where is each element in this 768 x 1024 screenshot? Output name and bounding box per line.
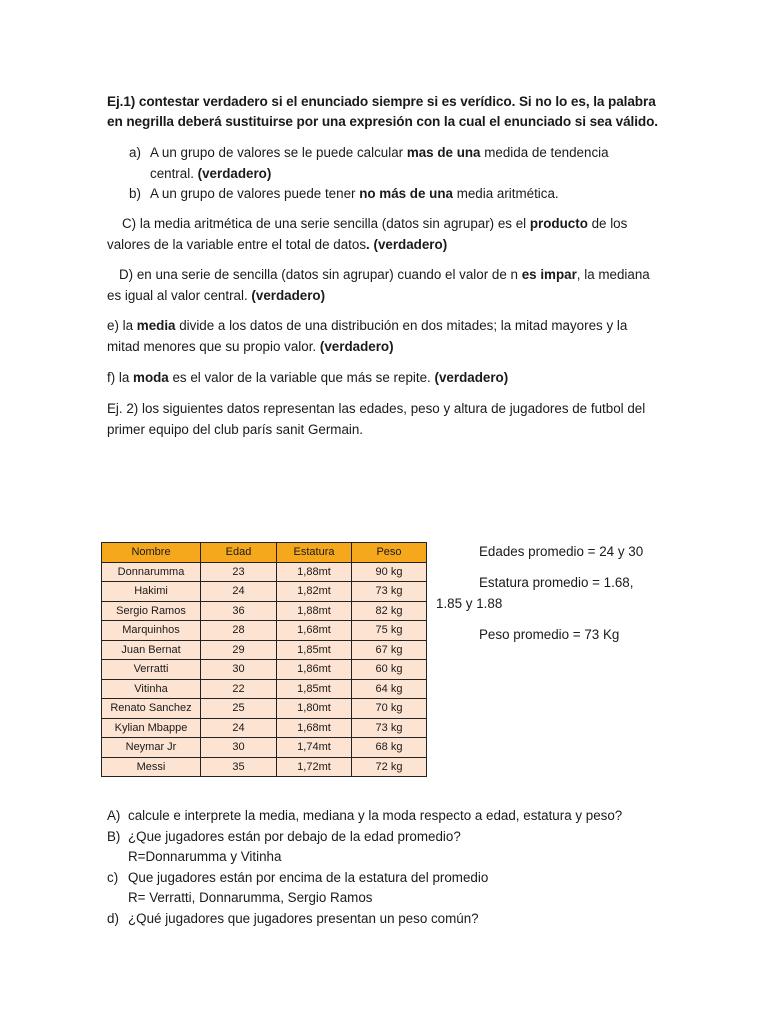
statement-f-text-end: es el valor de la variable que más se repite. [168,370,435,385]
table-cell-peso: 60 kg [352,660,427,680]
table-cell-nombre: Messi [102,757,201,777]
statement-c-text-end: de los valores de la variable entre el total de datos [107,216,628,252]
question-b-label: B) [107,828,121,844]
estatura-promedio-line1: Estatura promedio = 1.68, [479,575,634,590]
statement-b-label: b) [129,186,141,201]
table-row [102,562,427,582]
table-cell-nombre: Kylian Mbappe [102,718,201,738]
statement-f-text: f) la [107,370,134,385]
table-cell-peso: 68 kg [352,738,427,758]
statement-f [107,368,663,389]
column-header-edad: Edad [201,543,277,563]
table-cell-nombre: Hakimi [102,582,201,602]
table-cell-nombre: Sergio Ramos [102,601,201,621]
table-cell-peso: 90 kg [352,562,427,582]
statement-d-text-end: , la mediana es igual al valor central. [107,267,650,303]
statement-f-bold: moda [133,370,169,385]
statement-e-text: e) la [107,318,137,333]
table-cell-edad: 25 [201,699,277,719]
table-row [102,738,427,758]
statement-a-label: a) [129,145,141,160]
column-header-nombre: Nombre [102,543,201,563]
table-cell-edad: 35 [201,757,277,777]
exercise-2-intro: Ej. 2) los siguientes datos representan las edades, peso y altura de jugadores de futbol del primer equipo del club parís sanit Germain. [107,401,646,437]
table-cell-estatura: 1,68mt [277,718,352,738]
table-cell-nombre: Marquinhos [102,621,201,641]
statement-b-bold: no más de una [359,186,453,201]
table-row [102,582,427,602]
table-cell-edad: 30 [201,738,277,758]
table-cell-nombre: Donnarumma [102,562,201,582]
table-cell-peso: 64 kg [352,679,427,699]
statement-d-bold: es impar [521,267,577,282]
table-row [102,660,427,680]
table-cell-edad: 24 [201,582,277,602]
question-c-text: Que jugadores están por encima de la estatura del promedio [128,869,489,885]
table-cell-edad: 29 [201,640,277,660]
question-b-answer: R=Donnarumma y Vitinha [128,849,282,865]
statement-b-text: A un grupo de valores puede tener [150,186,360,201]
table-cell-estatura: 1,85mt [277,679,352,699]
question-c [107,868,687,909]
statement-a-text-end: medida de tendencia central. [150,145,609,181]
table-cell-peso: 72 kg [352,757,427,777]
statement-d-text: D) en una serie de sencilla (datos sin agrupar) cuando el valor de n [119,267,522,282]
column-header-peso: Peso [352,543,427,563]
table-row [102,640,427,660]
peso-promedio: Peso promedio = 73 Kg [479,627,620,642]
table-header-row [102,543,427,563]
question-d-text: ¿Qué jugadores que jugadores presentan un peso común? [128,910,479,926]
table-cell-estatura: 1,80mt [277,699,352,719]
table-cell-edad: 24 [201,718,277,738]
table-cell-peso: 70 kg [352,699,427,719]
table-cell-nombre: Vitinha [102,679,201,699]
statement-a-text: A un grupo de valores se le puede calcular [150,145,407,160]
table-cell-nombre: Juan Bernat [102,640,201,660]
statement-c-text: C) la media aritmética de una serie sencilla (datos sin agrupar) es el [122,216,530,231]
table-row [102,718,427,738]
table-cell-estatura: 1,86mt [277,660,352,680]
question-c-answer: R= Verratti, Donnarumma, Sergio Ramos [128,890,373,906]
players-table [101,542,427,777]
table-cell-estatura: 1,72mt [277,757,352,777]
statement-c-answer: . (verdadero) [366,236,448,252]
table-cell-peso: 82 kg [352,601,427,621]
table-cell-edad: 36 [201,601,277,621]
question-a-label: A) [107,808,121,823]
table-row [102,757,427,777]
statement-f-answer: (verdadero) [434,370,509,385]
table-cell-estatura: 1,82mt [277,582,352,602]
table-row [102,601,427,621]
statement-a [129,143,629,184]
edades-promedio: Edades promedio = 24 y 30 [479,544,644,559]
table-cell-edad: 23 [201,562,277,582]
statement-e-text-end: divide a los datos de una distribución en dos mitades; la mitad mayores y la mitad menores que su propio valor. [107,318,628,354]
question-c-label: c) [107,869,119,885]
table-cell-peso: 75 kg [352,621,427,641]
statement-e-bold: media [136,318,176,333]
question-a [107,806,687,827]
table-cell-edad: 30 [201,660,277,680]
column-header-estatura: Estatura [277,543,352,563]
table-cell-nombre: Renato Sanchez [102,699,201,719]
statement-c-bold: producto [529,216,588,231]
table-cell-estatura: 1,88mt [277,601,352,621]
statement-d [107,265,663,306]
table-cell-edad: 28 [201,621,277,641]
table-cell-peso: 73 kg [352,718,427,738]
statement-b-text-end: media aritmética. [452,186,559,201]
table-cell-nombre: Verratti [102,660,201,680]
table-cell-estatura: 1,74mt [277,738,352,758]
table-row [102,699,427,719]
estatura-promedio-line2: 1.85 y 1.88 [436,596,503,611]
statement-a-bold: mas de una [406,145,481,160]
statement-c [107,214,663,255]
table-cell-nombre: Neymar Jr [102,738,201,758]
table-cell-estatura: 1,85mt [277,640,352,660]
table-body [102,562,427,777]
statement-e-answer: (verdadero) [319,338,394,354]
table-cell-peso: 73 kg [352,582,427,602]
question-b [107,827,687,868]
table-row [102,621,427,641]
table-cell-estatura: 1,88mt [277,562,352,582]
question-d [107,909,687,930]
statement-b [129,184,629,205]
question-d-label: d) [107,910,119,926]
question-b-text: ¿Que jugadores están por debajo de la edad promedio? [128,828,461,844]
question-a-text: calcule e interprete la media, mediana y la moda respecto a edad, estatura y peso? [128,808,623,823]
table-cell-estatura: 1,68mt [277,621,352,641]
exercise-1-heading: Ej.1) contestar verdadero si el enunciado siempre si es verídico. Si no lo es, la palabra en negrilla deberá sustituirse por una expresión con la cual el enunciado si sea válido. [107,94,658,129]
table-cell-edad: 22 [201,679,277,699]
statement-e [107,316,663,357]
questions-list [107,806,687,930]
table-cell-peso: 67 kg [352,640,427,660]
statement-a-answer: (verdadero) [197,165,272,181]
statement-d-answer: (verdadero) [251,287,326,303]
table-row [102,679,427,699]
